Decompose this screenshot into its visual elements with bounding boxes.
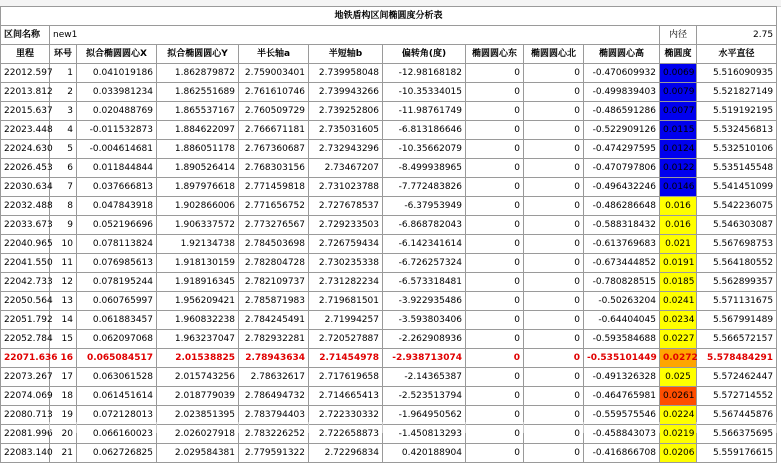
cell-mileage[interactable]: 22042.733 xyxy=(1,273,50,292)
cell-semi-minor-axis[interactable]: 2.71454978 xyxy=(309,349,383,368)
header-deflection-angle: 偏转角(度) xyxy=(383,45,466,64)
cell-center-y[interactable]: 1.918130159 xyxy=(157,254,239,273)
cell-ovality[interactable]: 0.0185 xyxy=(660,273,697,292)
cell-center-east[interactable]: 0 xyxy=(466,121,524,140)
cell-deflection-angle[interactable]: -3.593803406 xyxy=(383,311,466,330)
inner-diameter-label: 内径 xyxy=(660,26,697,45)
cell-horizontal-diameter[interactable]: 5.516090935 xyxy=(697,64,777,83)
cell-deflection-angle[interactable]: -11.98761749 xyxy=(383,102,466,121)
table-row xyxy=(1,387,777,406)
cell-center-height[interactable]: -0.613769683 xyxy=(584,235,660,254)
cell-center-y[interactable]: 1.956209421 xyxy=(157,292,239,311)
table-row xyxy=(1,273,777,292)
cell-center-height[interactable]: -0.559575546 xyxy=(584,406,660,425)
cell-center-east[interactable]: 0 xyxy=(466,102,524,121)
cell-center-height[interactable]: -0.593584688 xyxy=(584,330,660,349)
table-row xyxy=(1,292,777,311)
table-row xyxy=(1,216,777,235)
table-row xyxy=(1,349,777,368)
table-row xyxy=(1,159,777,178)
cell-mileage[interactable]: 22030.634 xyxy=(1,178,50,197)
cell-center-y[interactable]: 1.897976618 xyxy=(157,178,239,197)
cell-center-north[interactable]: 0 xyxy=(524,140,584,159)
cell-center-north[interactable]: 0 xyxy=(524,311,584,330)
cell-center-east[interactable]: 0 xyxy=(466,406,524,425)
header-center-east: 椭圆圆心东 xyxy=(466,45,524,64)
cell-horizontal-diameter[interactable]: 5.542236075 xyxy=(697,197,777,216)
cell-center-height[interactable]: -0.780828515 xyxy=(584,273,660,292)
cell-mileage[interactable]: 22050.564 xyxy=(1,292,50,311)
cell-horizontal-diameter[interactable]: 5.566572157 xyxy=(697,330,777,349)
cell-ring-number[interactable]: 10 xyxy=(50,235,77,254)
column-header-row xyxy=(1,45,777,64)
cell-deflection-angle[interactable]: -1.450813293 xyxy=(383,425,466,444)
cell-center-height[interactable]: -0.458843073 xyxy=(584,425,660,444)
header-ovality: 椭圆度 xyxy=(660,45,697,64)
cell-center-y[interactable]: 2.01538825 xyxy=(157,349,239,368)
table-row xyxy=(1,444,777,463)
cell-center-north[interactable]: 0 xyxy=(524,83,584,102)
cell-ring-number[interactable]: 11 xyxy=(50,254,77,273)
cell-center-y[interactable]: 1.886051178 xyxy=(157,140,239,159)
cell-horizontal-diameter[interactable]: 5.535145548 xyxy=(697,159,777,178)
cell-center-x[interactable]: 0.066160023 xyxy=(77,425,157,444)
header-semi-minor-axis: 半短轴b xyxy=(309,45,383,64)
cell-semi-minor-axis[interactable]: 2.714665413 xyxy=(309,387,383,406)
cell-semi-major-axis[interactable]: 2.782932281 xyxy=(239,330,309,349)
cell-mileage[interactable]: 22041.550 xyxy=(1,254,50,273)
cell-mileage[interactable]: 22013.812 xyxy=(1,83,50,102)
cell-mileage[interactable]: 22083.140 xyxy=(1,444,50,463)
cell-center-east[interactable]: 0 xyxy=(466,292,524,311)
cell-deflection-angle[interactable]: -6.37953949 xyxy=(383,197,466,216)
cell-deflection-angle[interactable]: -10.35662079 xyxy=(383,140,466,159)
cell-center-x[interactable]: 0.061883457 xyxy=(77,311,157,330)
cell-center-y[interactable]: 1.92134738 xyxy=(157,235,239,254)
cell-ovality[interactable]: 0.0224 xyxy=(660,406,697,425)
cell-horizontal-diameter[interactable]: 5.546303087 xyxy=(697,216,777,235)
cell-semi-minor-axis[interactable]: 2.731282234 xyxy=(309,273,383,292)
cell-center-x[interactable]: 0.063061528 xyxy=(77,368,157,387)
cell-center-x[interactable]: 0.065084517 xyxy=(77,349,157,368)
cell-ring-number[interactable]: 17 xyxy=(50,368,77,387)
cell-mileage[interactable]: 22081.996 xyxy=(1,425,50,444)
cell-center-north[interactable]: 0 xyxy=(524,102,584,121)
cell-center-north[interactable]: 0 xyxy=(524,425,584,444)
cell-semi-major-axis[interactable]: 2.779591322 xyxy=(239,444,309,463)
cell-center-y[interactable]: 2.026027918 xyxy=(157,425,239,444)
inner-diameter-value[interactable]: 2.75 xyxy=(697,26,777,45)
cell-ring-number[interactable]: 21 xyxy=(50,444,77,463)
header-mileage: 里程 xyxy=(1,45,50,64)
cell-semi-major-axis[interactable]: 2.784245491 xyxy=(239,311,309,330)
cell-center-x[interactable]: 0.078113824 xyxy=(77,235,157,254)
empty-sheet-area xyxy=(0,422,781,433)
cell-center-east[interactable]: 0 xyxy=(466,444,524,463)
cell-deflection-angle[interactable]: -12.98168182 xyxy=(383,64,466,83)
cell-horizontal-diameter[interactable]: 5.567698753 xyxy=(697,235,777,254)
cell-semi-minor-axis[interactable]: 2.732943296 xyxy=(309,140,383,159)
table-row xyxy=(1,140,777,159)
cell-ring-number[interactable]: 4 xyxy=(50,121,77,140)
cell-center-height[interactable]: -0.499839403 xyxy=(584,83,660,102)
cell-semi-minor-axis[interactable]: 2.727678537 xyxy=(309,197,383,216)
cell-center-y[interactable]: 1.960832238 xyxy=(157,311,239,330)
cell-ring-number[interactable]: 3 xyxy=(50,102,77,121)
cell-semi-major-axis[interactable]: 2.782109737 xyxy=(239,273,309,292)
cell-ring-number[interactable]: 19 xyxy=(50,406,77,425)
cell-semi-major-axis[interactable]: 2.771656752 xyxy=(239,197,309,216)
section-name-value[interactable]: new1 xyxy=(50,26,660,45)
cell-mileage[interactable]: 22080.713 xyxy=(1,406,50,425)
table-row xyxy=(1,102,777,121)
cell-semi-minor-axis[interactable]: 2.739958048 xyxy=(309,64,383,83)
cell-ovality[interactable]: 0.0234 xyxy=(660,311,697,330)
cell-ring-number[interactable]: 5 xyxy=(50,140,77,159)
cell-semi-major-axis[interactable]: 2.783226252 xyxy=(239,425,309,444)
cell-center-north[interactable]: 0 xyxy=(524,349,584,368)
cell-center-height[interactable]: -0.491326328 xyxy=(584,368,660,387)
cell-semi-minor-axis[interactable]: 2.729233503 xyxy=(309,216,383,235)
cell-ring-number[interactable]: 9 xyxy=(50,216,77,235)
cell-ovality[interactable]: 0.0227 xyxy=(660,330,697,349)
cell-semi-major-axis[interactable]: 2.783794403 xyxy=(239,406,309,425)
cell-center-north[interactable]: 0 xyxy=(524,197,584,216)
cell-center-east[interactable]: 0 xyxy=(466,197,524,216)
cell-deflection-angle[interactable]: -7.772483826 xyxy=(383,178,466,197)
cell-mileage[interactable]: 22024.630 xyxy=(1,140,50,159)
cell-center-x[interactable]: 0.062097068 xyxy=(77,330,157,349)
cell-center-east[interactable]: 0 xyxy=(466,83,524,102)
cell-center-y[interactable]: 1.902866006 xyxy=(157,197,239,216)
cell-ovality[interactable]: 0.0122 xyxy=(660,159,697,178)
cell-center-y[interactable]: 1.862551689 xyxy=(157,83,239,102)
cell-semi-major-axis[interactable]: 2.773276567 xyxy=(239,216,309,235)
cell-horizontal-diameter[interactable]: 5.578484291 xyxy=(697,349,777,368)
cell-horizontal-diameter[interactable]: 5.572462447 xyxy=(697,368,777,387)
cell-mileage[interactable]: 22032.488 xyxy=(1,197,50,216)
cell-center-y[interactable]: 1.906337572 xyxy=(157,216,239,235)
cell-deflection-angle[interactable]: -8.499938965 xyxy=(383,159,466,178)
cell-ring-number[interactable]: 18 xyxy=(50,387,77,406)
cell-semi-minor-axis[interactable]: 2.73467207 xyxy=(309,159,383,178)
cell-ovality[interactable]: 0.0206 xyxy=(660,444,697,463)
cell-semi-major-axis[interactable]: 2.786494732 xyxy=(239,387,309,406)
cell-ring-number[interactable]: 12 xyxy=(50,273,77,292)
header-horizontal-diameter: 水平直径 xyxy=(697,45,777,64)
cell-horizontal-diameter[interactable]: 5.562899357 xyxy=(697,273,777,292)
cell-center-x[interactable]: 0.060765997 xyxy=(77,292,157,311)
cell-center-north[interactable]: 0 xyxy=(524,159,584,178)
cell-center-north[interactable]: 0 xyxy=(524,121,584,140)
cell-semi-minor-axis[interactable]: 2.719681501 xyxy=(309,292,383,311)
cell-center-north[interactable]: 0 xyxy=(524,387,584,406)
cell-ring-number[interactable]: 7 xyxy=(50,178,77,197)
cell-semi-major-axis[interactable]: 2.785871983 xyxy=(239,292,309,311)
cell-center-height[interactable]: -0.535101449 xyxy=(584,349,660,368)
cell-center-x[interactable]: 0.061451614 xyxy=(77,387,157,406)
cell-center-y[interactable]: 2.018779039 xyxy=(157,387,239,406)
cell-horizontal-diameter[interactable]: 5.532510106 xyxy=(697,140,777,159)
cell-semi-major-axis[interactable]: 2.766671181 xyxy=(239,121,309,140)
section-name-label: 区间名称 xyxy=(1,26,50,45)
cell-center-y[interactable]: 1.865537167 xyxy=(157,102,239,121)
cell-center-y[interactable]: 2.015743256 xyxy=(157,368,239,387)
cell-center-east[interactable]: 0 xyxy=(466,330,524,349)
cell-deflection-angle[interactable]: -6.813186646 xyxy=(383,121,466,140)
cell-mileage[interactable]: 22052.784 xyxy=(1,330,50,349)
cell-center-east[interactable]: 0 xyxy=(466,425,524,444)
cell-semi-major-axis[interactable]: 2.78632617 xyxy=(239,368,309,387)
cell-center-x[interactable]: 0.037666813 xyxy=(77,178,157,197)
header-center-height: 椭圆圆心高 xyxy=(584,45,660,64)
cell-center-north[interactable]: 0 xyxy=(524,406,584,425)
cell-center-east[interactable]: 0 xyxy=(466,178,524,197)
cell-ring-number[interactable]: 8 xyxy=(50,197,77,216)
cell-center-east[interactable]: 0 xyxy=(466,140,524,159)
cell-semi-minor-axis[interactable]: 2.71994257 xyxy=(309,311,383,330)
cell-deflection-angle[interactable]: -2.262908936 xyxy=(383,330,466,349)
cell-horizontal-diameter[interactable]: 5.519192195 xyxy=(697,102,777,121)
cell-horizontal-diameter[interactable]: 5.567991489 xyxy=(697,311,777,330)
cell-ovality[interactable]: 0.025 xyxy=(660,368,697,387)
cell-center-y[interactable]: 1.918916345 xyxy=(157,273,239,292)
cell-center-y[interactable]: 2.023851395 xyxy=(157,406,239,425)
table-row xyxy=(1,235,777,254)
cell-center-north[interactable]: 0 xyxy=(524,178,584,197)
cell-center-x[interactable]: 0.062726825 xyxy=(77,444,157,463)
cell-center-height[interactable]: -0.522909126 xyxy=(584,121,660,140)
cell-deflection-angle[interactable]: -6.142341614 xyxy=(383,235,466,254)
cell-center-x[interactable]: -0.011532873 xyxy=(77,121,157,140)
cell-deflection-angle[interactable]: -6.573318481 xyxy=(383,273,466,292)
header-center-x: 拟合椭圆圆心X xyxy=(77,45,157,64)
cell-deflection-angle[interactable]: 0.420188904 xyxy=(383,444,466,463)
cell-center-north[interactable]: 0 xyxy=(524,292,584,311)
table-row xyxy=(1,64,777,83)
cell-ring-number[interactable]: 2 xyxy=(50,83,77,102)
spreadsheet-table xyxy=(0,6,777,463)
cell-ovality[interactable]: 0.0115 xyxy=(660,121,697,140)
cell-center-east[interactable]: 0 xyxy=(466,387,524,406)
cell-ovality[interactable]: 0.0079 xyxy=(660,83,697,102)
table-row xyxy=(1,178,777,197)
cell-semi-major-axis[interactable]: 2.768303156 xyxy=(239,159,309,178)
cell-mileage[interactable]: 22023.448 xyxy=(1,121,50,140)
cell-deflection-angle[interactable]: -1.964950562 xyxy=(383,406,466,425)
cell-center-north[interactable]: 0 xyxy=(524,254,584,273)
cell-semi-minor-axis[interactable]: 2.720527887 xyxy=(309,330,383,349)
cell-center-east[interactable]: 0 xyxy=(466,311,524,330)
cell-mileage[interactable]: 22012.597 xyxy=(1,64,50,83)
cell-center-x[interactable]: 0.033981234 xyxy=(77,83,157,102)
header-ring-number: 环号 xyxy=(50,45,77,64)
cell-horizontal-diameter[interactable]: 5.571131675 xyxy=(697,292,777,311)
cell-mileage[interactable]: 22033.673 xyxy=(1,216,50,235)
cell-semi-minor-axis[interactable]: 2.739943266 xyxy=(309,83,383,102)
cell-center-x[interactable]: 0.076985613 xyxy=(77,254,157,273)
cell-center-east[interactable]: 0 xyxy=(466,254,524,273)
cell-center-x[interactable]: 0.078195244 xyxy=(77,273,157,292)
cell-mileage[interactable]: 22051.792 xyxy=(1,311,50,330)
cell-center-height[interactable]: -0.470797806 xyxy=(584,159,660,178)
cell-semi-minor-axis[interactable]: 2.722330332 xyxy=(309,406,383,425)
cell-horizontal-diameter[interactable]: 5.541451099 xyxy=(697,178,777,197)
cell-center-x[interactable]: 0.047843918 xyxy=(77,197,157,216)
cell-semi-major-axis[interactable]: 2.782804728 xyxy=(239,254,309,273)
cell-center-east[interactable]: 0 xyxy=(466,64,524,83)
cell-center-height[interactable]: -0.474297595 xyxy=(584,140,660,159)
cell-ovality[interactable]: 0.0069 xyxy=(660,64,697,83)
cell-deflection-angle[interactable]: -6.726257324 xyxy=(383,254,466,273)
cell-center-height[interactable]: -0.588318432 xyxy=(584,216,660,235)
cell-center-north[interactable]: 0 xyxy=(524,273,584,292)
cell-mileage[interactable]: 22040.965 xyxy=(1,235,50,254)
cell-ring-number[interactable]: 15 xyxy=(50,330,77,349)
cell-ovality[interactable]: 0.0241 xyxy=(660,292,697,311)
cell-semi-major-axis[interactable]: 2.767360687 xyxy=(239,140,309,159)
cell-center-y[interactable]: 2.029584381 xyxy=(157,444,239,463)
cell-center-height[interactable]: -0.464765981 xyxy=(584,387,660,406)
cell-center-x[interactable]: 0.041019186 xyxy=(77,64,157,83)
header-center-y: 拟合椭圆圆心Y xyxy=(157,45,239,64)
cell-center-height[interactable]: -0.673444852 xyxy=(584,254,660,273)
cell-semi-minor-axis[interactable]: 2.735031605 xyxy=(309,121,383,140)
cell-ovality[interactable]: 0.0124 xyxy=(660,140,697,159)
cell-horizontal-diameter[interactable]: 5.532456813 xyxy=(697,121,777,140)
cell-deflection-angle[interactable]: -2.14365387 xyxy=(383,368,466,387)
cell-center-height[interactable]: -0.486591286 xyxy=(584,102,660,121)
cell-center-height[interactable]: -0.486286648 xyxy=(584,197,660,216)
cell-horizontal-diameter[interactable]: 5.566375695 xyxy=(697,425,777,444)
cell-semi-major-axis[interactable]: 2.761610746 xyxy=(239,83,309,102)
cell-semi-minor-axis[interactable]: 2.726759434 xyxy=(309,235,383,254)
cell-horizontal-diameter[interactable]: 5.521827149 xyxy=(697,83,777,102)
cell-horizontal-diameter[interactable]: 5.559176615 xyxy=(697,444,777,463)
cell-ovality[interactable]: 0.016 xyxy=(660,197,697,216)
cell-center-x[interactable]: 0.072128013 xyxy=(77,406,157,425)
cell-center-x[interactable]: 0.020488769 xyxy=(77,102,157,121)
cell-deflection-angle[interactable]: -10.35334015 xyxy=(383,83,466,102)
cell-center-east[interactable]: 0 xyxy=(466,368,524,387)
table-row xyxy=(1,254,777,273)
cell-ring-number[interactable]: 13 xyxy=(50,292,77,311)
cell-semi-major-axis[interactable]: 2.760509729 xyxy=(239,102,309,121)
cell-mileage[interactable]: 22071.636 xyxy=(1,349,50,368)
cell-semi-major-axis[interactable]: 2.759003401 xyxy=(239,64,309,83)
cell-deflection-angle[interactable]: -2.523513794 xyxy=(383,387,466,406)
cell-center-height[interactable]: -0.64404045 xyxy=(584,311,660,330)
cell-center-y[interactable]: 1.862879872 xyxy=(157,64,239,83)
cell-ovality[interactable]: 0.0219 xyxy=(660,425,697,444)
cell-deflection-angle[interactable]: -2.938713074 xyxy=(383,349,466,368)
cell-deflection-angle[interactable]: -3.922935486 xyxy=(383,292,466,311)
header-semi-major-axis: 半长轴a xyxy=(239,45,309,64)
cell-horizontal-diameter[interactable]: 5.564180552 xyxy=(697,254,777,273)
cell-ring-number[interactable]: 20 xyxy=(50,425,77,444)
cell-semi-minor-axis[interactable]: 2.72296834 xyxy=(309,444,383,463)
cell-ovality[interactable]: 0.0272 xyxy=(660,349,697,368)
table-row xyxy=(1,311,777,330)
table-row xyxy=(1,83,777,102)
cell-mileage[interactable]: 22073.267 xyxy=(1,368,50,387)
table-row xyxy=(1,197,777,216)
cell-ring-number[interactable]: 16 xyxy=(50,349,77,368)
cell-semi-minor-axis[interactable]: 2.722658873 xyxy=(309,425,383,444)
cell-ring-number[interactable]: 6 xyxy=(50,159,77,178)
cell-center-y[interactable]: 1.963237047 xyxy=(157,330,239,349)
cell-center-north[interactable]: 0 xyxy=(524,235,584,254)
cell-center-x[interactable]: -0.004614681 xyxy=(77,140,157,159)
cell-center-north[interactable]: 0 xyxy=(524,368,584,387)
cell-center-north[interactable]: 0 xyxy=(524,64,584,83)
cell-center-height[interactable]: -0.50263204 xyxy=(584,292,660,311)
cell-semi-minor-axis[interactable]: 2.731023788 xyxy=(309,178,383,197)
cell-deflection-angle[interactable]: -6.868782043 xyxy=(383,216,466,235)
cell-center-y[interactable]: 1.884622097 xyxy=(157,121,239,140)
header-center-north: 椭圆圆心北 xyxy=(524,45,584,64)
table-row xyxy=(1,368,777,387)
cell-ovality[interactable]: 0.021 xyxy=(660,235,697,254)
cell-semi-major-axis[interactable]: 2.78943634 xyxy=(239,349,309,368)
cell-semi-minor-axis[interactable]: 2.739252806 xyxy=(309,102,383,121)
cell-mileage[interactable]: 22074.069 xyxy=(1,387,50,406)
cell-center-east[interactable]: 0 xyxy=(466,235,524,254)
cell-center-north[interactable]: 0 xyxy=(524,330,584,349)
cell-semi-major-axis[interactable]: 2.784503698 xyxy=(239,235,309,254)
cell-center-height[interactable]: -0.416866708 xyxy=(584,444,660,463)
sheet-title: 地铁盾构区间椭圆度分析表 xyxy=(1,7,777,26)
cell-center-north[interactable]: 0 xyxy=(524,444,584,463)
cell-horizontal-diameter[interactable]: 5.572714552 xyxy=(697,387,777,406)
cell-center-x[interactable]: 0.052196696 xyxy=(77,216,157,235)
cell-center-east[interactable]: 0 xyxy=(466,349,524,368)
cell-mileage[interactable]: 22015.637 xyxy=(1,102,50,121)
cell-center-north[interactable]: 0 xyxy=(524,216,584,235)
cell-center-y[interactable]: 1.890526414 xyxy=(157,159,239,178)
cell-horizontal-diameter[interactable]: 5.567445876 xyxy=(697,406,777,425)
cell-semi-minor-axis[interactable]: 2.717619658 xyxy=(309,368,383,387)
table-row xyxy=(1,121,777,140)
cell-ovality[interactable]: 0.0191 xyxy=(660,254,697,273)
cell-ovality[interactable]: 0.0261 xyxy=(660,387,697,406)
cell-ovality[interactable]: 0.0077 xyxy=(660,102,697,121)
cell-center-height[interactable]: -0.470609932 xyxy=(584,64,660,83)
cell-center-east[interactable]: 0 xyxy=(466,216,524,235)
table-row xyxy=(1,330,777,349)
cell-center-x[interactable]: 0.011844844 xyxy=(77,159,157,178)
cell-ring-number[interactable]: 1 xyxy=(50,64,77,83)
cell-ring-number[interactable]: 14 xyxy=(50,311,77,330)
cell-ovality[interactable]: 0.0146 xyxy=(660,178,697,197)
cell-ovality[interactable]: 0.016 xyxy=(660,216,697,235)
cell-center-east[interactable]: 0 xyxy=(466,273,524,292)
cell-center-east[interactable]: 0 xyxy=(466,159,524,178)
cell-semi-major-axis[interactable]: 2.771459818 xyxy=(239,178,309,197)
cell-mileage[interactable]: 22026.453 xyxy=(1,159,50,178)
cell-semi-minor-axis[interactable]: 2.730235338 xyxy=(309,254,383,273)
cell-center-height[interactable]: -0.496432246 xyxy=(584,178,660,197)
